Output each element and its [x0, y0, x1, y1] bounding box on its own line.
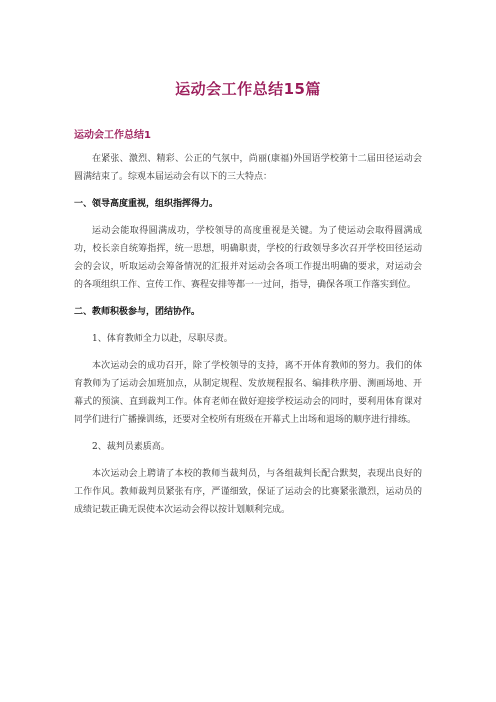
paragraph-intro: 在紧张、激烈、精彩、公正的气氛中，尚丽(康福)外国语学校第十二届田径运动会圆满结束了。综观本届运动会有以下的三大特点： — [74, 154, 422, 182]
heading-leadership: 一、领导高度重视，组织指挥得力。 — [74, 199, 219, 209]
section-title: 运动会工作总结1 — [74, 130, 151, 141]
document-title: 运动会工作总结15篇 — [175, 80, 321, 98]
paragraph-subheading-referees: 2、裁判员素质高。 — [92, 442, 170, 452]
heading-teachers: 二、教师积极参与，团结协作。 — [74, 307, 201, 317]
document-body — [74, 150, 422, 528]
paragraph-referees: 本次运动会上聘请了本校的教师当裁判员，与各组裁判长配合默契，表现出良好的工作作风。教师裁判员紧张有序，严谨细致，保证了运动会的比赛紧张激烈，运动员的成绩记载正确无误使本次运动会得以按计划顺利完成。 — [74, 469, 422, 515]
paragraph-leadership: 运动会能取得圆满成功，学校领导的高度重视是关键。为了使运动会取得圆满成功，校长亲自统筹指挥，统一思想，明确职责，学校的行政领导多次召开学校田径运动会的会议，听取运动会筹备情况的汇报并对运动会各项工作提出明确的要求，对运动会的各项组织工作、宣传工作、赛程安排等都一一过问，指导，确保各项工作落实到位。 — [74, 226, 422, 290]
paragraph-pe-teachers: 本次运动会的成功召开，除了学校领导的支持，离不开体育教师的努力。我们的体育教师为了运动会加班加点，从制定规程、发放规程报名、编排秩序册、测画场地、开幕式的预演、直到裁判工作。体育老师在做好迎接学校运动会的同时，要利用体育课对同学们进行广播操训练，还要对全校所有班级在开幕式上出场和退场的顺序进行排练。 — [74, 361, 422, 425]
paragraph-subheading-pe-teachers: 1、体育教师全力以赴，尽职尽责。 — [92, 334, 233, 344]
